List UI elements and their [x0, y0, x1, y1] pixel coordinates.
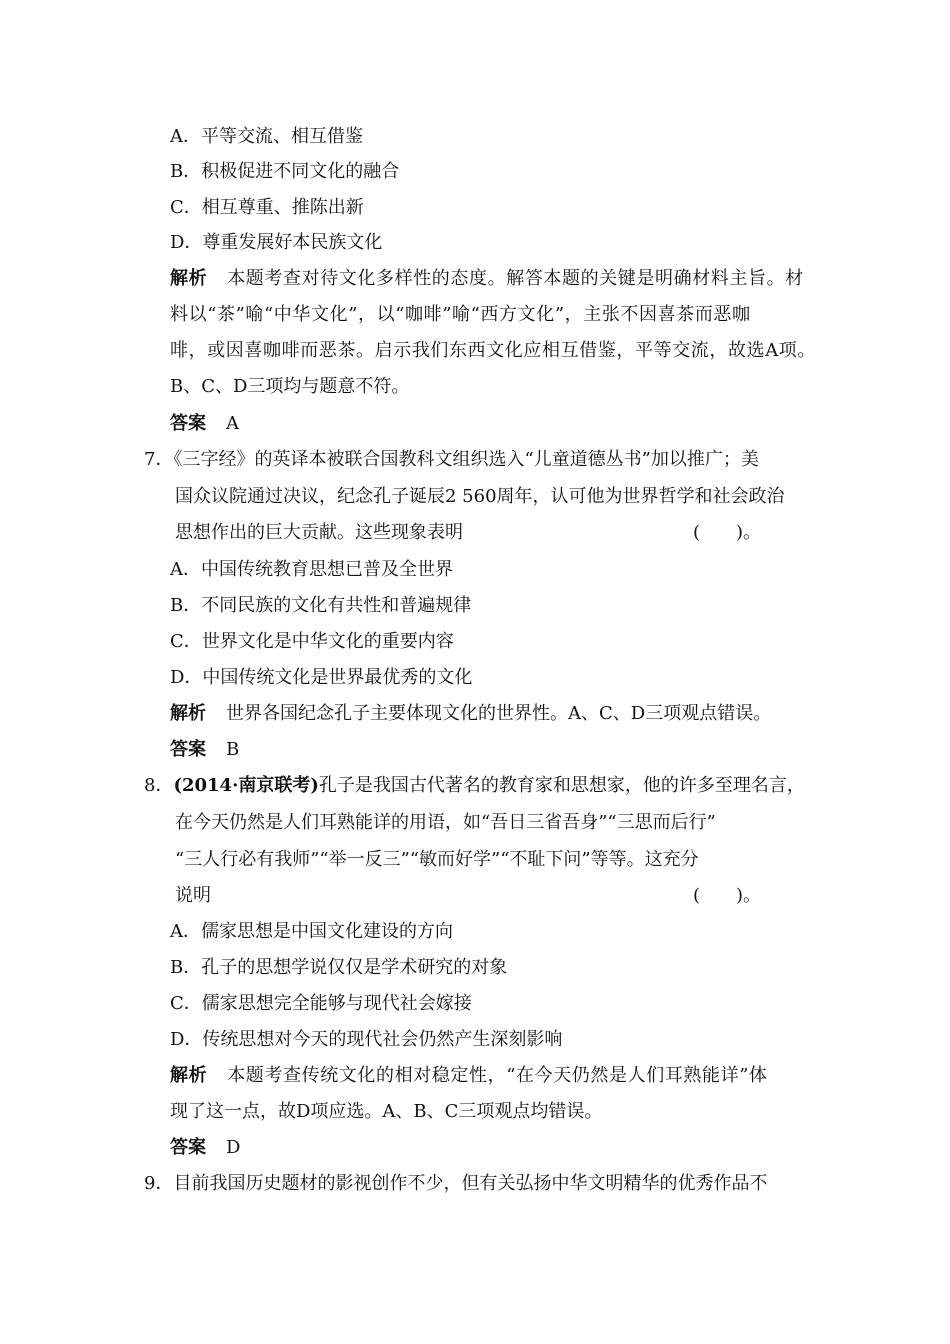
q8-stem-line-3: “三人行必有我师”“举一反三”“敏而好学”“不耻下问”等等。这充分 [175, 849, 699, 870]
q6-analysis-line-3: 啡，或因喜咖啡而恶茶。启示我们东西文化应相互借鉴，平等交流，故选A项。 [170, 340, 816, 361]
q7-answer-value: B [226, 739, 240, 760]
q8-answer-label: 答案 [170, 1137, 206, 1158]
q8-stem-line-2: 在今天仍然是人们耳熟能详的用语，如“吾日三省吾身”“三思而后行” [175, 812, 716, 833]
q7-option-a: A．中国传统教育思想已普及全世界 [170, 559, 453, 580]
q8-option-a: A．儒家思想是中国文化建设的方向 [170, 921, 453, 942]
q6-option-c: C．相互尊重、推陈出新 [170, 197, 364, 218]
q7-option-b: B．不同民族的文化有共性和普遍规律 [170, 595, 472, 616]
q7-analysis-text-1: 世界各国纪念孔子主要体现文化的世界性。A、C、D三项观点错误。 [226, 703, 772, 724]
q7-stem-text-1: 《三字经》的英译本被联合国教科文组织选入“儿童道德丛书”加以推广；美 [173, 449, 759, 470]
q8-number: 8． [144, 775, 174, 796]
q7-stem-line-2: 国众议院通过决议，纪念孔子诞辰2 560周年，认可他为世界哲学和社会政治 [175, 486, 785, 507]
q7-analysis-label: 解析 [170, 703, 206, 724]
q8-option-b: B．孔子的思想学说仅仅是学术研究的对象 [170, 957, 508, 978]
q9-number: 9． [144, 1173, 174, 1194]
q8-option-d: D．传统思想对今天的现代社会仍然产生深刻影响 [170, 1029, 563, 1050]
q6-option-a: A．平等交流、相互借鉴 [170, 126, 363, 147]
q8-stem-text-1: 孔子是我国古代著名的教育家和思想家，他的许多至理名言， [318, 775, 805, 796]
q9-stem-line-1 [144, 1172, 767, 1196]
q8-analysis-label: 解析 [170, 1065, 208, 1086]
q8-option-c: C．儒家思想完全能够与现代社会嫁接 [170, 993, 472, 1014]
q6-analysis-label: 解析 [170, 268, 208, 289]
q8-answer-blank: ( )。 [693, 885, 762, 906]
q6-option-d: D．尊重发展好本民族文化 [170, 232, 383, 253]
q8-answer-value: D [226, 1137, 241, 1158]
q9-stem-text-1: 目前我国历史题材的影视创作不少，但有关弘扬中华文明精华的优秀作品不 [173, 1173, 768, 1194]
q6-answer [170, 412, 239, 436]
q7-stem-line-1 [144, 448, 759, 472]
q7-option-d: D．中国传统文化是世界最优秀的文化 [170, 667, 473, 688]
q7-answer [170, 738, 239, 762]
q7-number: 7． [144, 449, 174, 470]
q6-analysis-line-4: B、C、D三项均与题意不符。 [170, 376, 410, 397]
q8-source: (2014·南京联考) [173, 775, 319, 796]
q6-option-b: B．积极促进不同文化的融合 [170, 161, 400, 182]
q6-answer-label: 答案 [170, 413, 206, 434]
q7-option-c: C．世界文化是中华文化的重要内容 [170, 631, 454, 652]
q6-analysis-line-2: 料以“茶”喻“中华文化”，以“咖啡”喻“西方文化”，主张不因喜茶而恶咖 [170, 304, 751, 325]
q8-stem-line-4: 说明 [175, 885, 211, 906]
q7-answer-label: 答案 [170, 739, 206, 760]
q8-analysis-line-1 [170, 1064, 768, 1088]
q7-analysis [170, 702, 771, 726]
q6-analysis-text-1: 本题考查对待文化多样性的态度。解答本题的关键是明确材料主旨。材 [227, 268, 804, 289]
q8-stem-line-1 [144, 774, 805, 798]
q7-answer-blank: ( )。 [693, 522, 762, 543]
q7-stem-line-3: 思想作出的巨大贡献。这些现象表明 [175, 522, 463, 543]
q8-analysis-line-2: 现了这一点，故D项应选。A、B、C三项观点均错误。 [170, 1101, 603, 1122]
q6-answer-value: A [226, 413, 239, 434]
q6-analysis-line-1 [170, 267, 804, 291]
q8-answer [170, 1136, 240, 1160]
q8-analysis-text-1: 本题考查传统文化的相对稳定性，“在今天仍然是人们耳熟能详”体 [227, 1065, 768, 1086]
